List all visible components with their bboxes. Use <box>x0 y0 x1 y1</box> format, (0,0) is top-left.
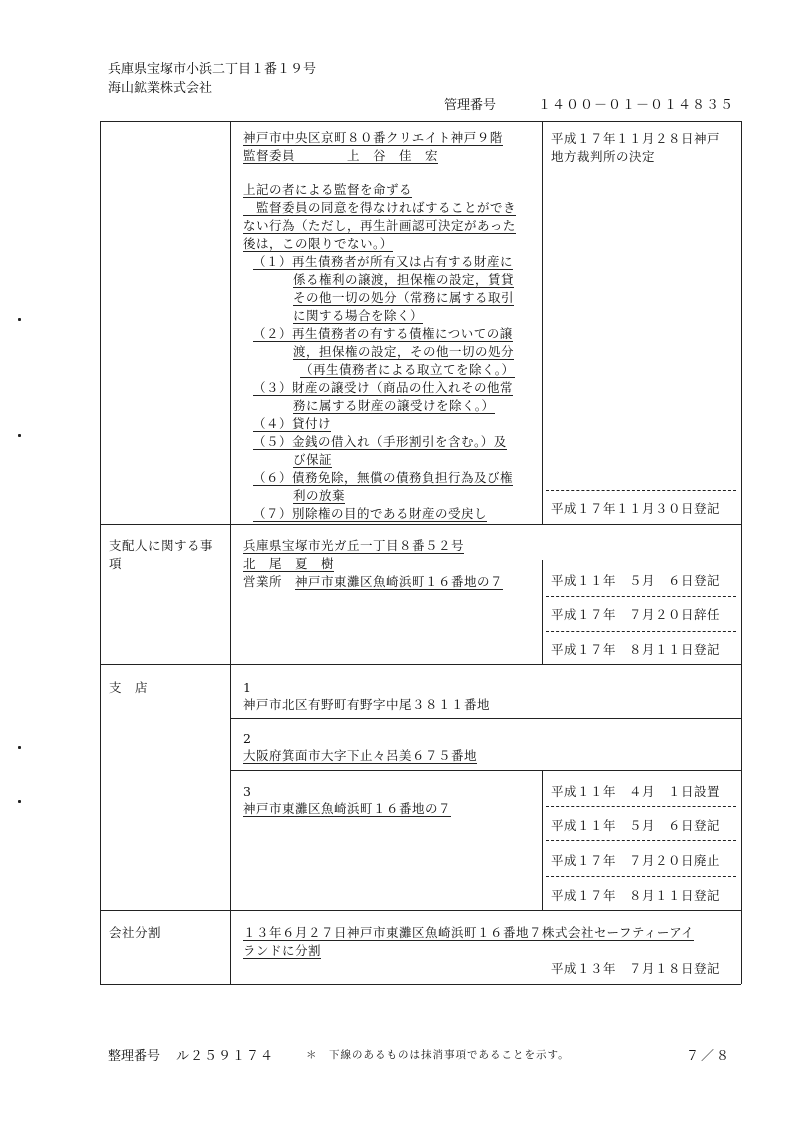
section1-line <box>243 129 503 147</box>
dashed-separator <box>546 490 736 491</box>
section1-text: に関する場合を除く） <box>293 308 424 323</box>
table-bottom-border <box>100 984 741 985</box>
mgmt-number-label: 管理番号 <box>444 98 497 113</box>
section1-line <box>253 325 513 343</box>
section1-text: 後は，この限りでない。） <box>243 236 393 251</box>
section1-line <box>253 469 513 487</box>
branch-address-line <box>243 747 477 765</box>
court-decision-line1: 平成１７年１１月２８日神戸 <box>551 131 721 146</box>
section1-line <box>243 181 412 199</box>
section1-text: （５）金銭の借入れ（手形割引を含む。）及 <box>253 434 507 449</box>
section1-text: （７）別除権の目的である財産の受戻し <box>253 506 488 521</box>
split-label: 会社分割 <box>109 925 162 940</box>
section1-line <box>293 397 495 415</box>
split-text: １３年６月２７日神戸市東灘区魚崎浜町１６番地７株式会社セーフティーアイ <box>243 925 695 940</box>
branch-date: 平成１７年 ７月２０日廃止 <box>551 853 721 868</box>
section1-text: 監督委員の同意を得なければすることができ <box>243 200 517 215</box>
branch-address-line <box>243 800 451 818</box>
manager-date: 平成１７年 ７月２０日辞任 <box>551 607 721 622</box>
section1-line <box>293 487 345 505</box>
section1-line <box>300 361 515 379</box>
section1-text: （３）財産の譲受け（商品の仕入れその他常 <box>253 380 514 395</box>
column-divider <box>230 121 231 984</box>
dashed-separator <box>546 876 736 877</box>
dashed-separator <box>546 596 736 597</box>
court-decision-line2: 地方裁判所の決定 <box>551 149 656 164</box>
section1-line <box>293 451 332 469</box>
section1-text: 務に属する財産の譲受けを除く。） <box>293 398 495 413</box>
row-divider <box>100 524 741 525</box>
manager-name: 北 尾 夏 樹 <box>243 556 335 571</box>
dashed-separator <box>546 631 736 632</box>
row-divider <box>100 910 741 911</box>
section1-text: 利の放棄 <box>293 488 346 503</box>
office-address: 神戸市東灘区魚崎浜町１６番地の７ <box>295 574 504 589</box>
column-divider <box>542 560 543 664</box>
section1-text: 神戸市中央区京町８０番クリエイト神戸９階 <box>243 130 503 145</box>
section1-line <box>253 253 513 271</box>
section1-text: （６）債務免除，無償の債務負担行為及び権 <box>253 470 514 485</box>
manager-address-line <box>243 537 464 555</box>
section1-text: 監督委員 上 谷 佳 宏 <box>243 148 439 163</box>
table-right-border <box>741 121 742 984</box>
manager-name-line <box>243 555 334 573</box>
scan-speck <box>18 800 21 803</box>
dashed-separator <box>546 806 736 807</box>
branch-number: 1 <box>243 680 252 695</box>
company-name: 海山鉱業株式会社 <box>108 81 213 96</box>
mgmt-number: １４００－０１－０１４８３５ <box>538 98 735 113</box>
branch-date: 平成１７年 ８月１１日登記 <box>551 888 721 903</box>
section1-text: （４）貸付け <box>253 416 332 431</box>
section1-line <box>293 289 514 307</box>
column-divider <box>542 121 543 524</box>
table-top-border <box>100 121 741 122</box>
table-left-border <box>100 121 101 984</box>
section1-line <box>293 307 423 325</box>
scan-speck <box>18 434 21 437</box>
section1-line <box>243 147 438 165</box>
section1-text: 渡，担保権の設定，その他一切の処分 <box>293 344 515 359</box>
branch-address: 神戸市北区有野町有野字中尾３８１１番地 <box>243 697 491 712</box>
scan-speck <box>18 318 21 321</box>
section1-text: ない行為（ただし，再生計画認可決定があった <box>243 218 516 233</box>
section1-text: 上記の者による監督を命ずる <box>243 182 413 197</box>
manager-date: 平成１１年 ５月 ６日登記 <box>551 573 721 588</box>
branch-date: 平成１１年 ５月 ６日登記 <box>551 818 721 833</box>
column-divider <box>542 770 543 910</box>
branch-label: 支 店 <box>109 680 149 695</box>
branch-address: 大阪府箕面市大字下止々呂美６７５番地 <box>243 748 478 763</box>
section1-line <box>253 379 513 397</box>
section1-text: （１）再生債務者が所有又は占有する財産に <box>253 254 514 269</box>
underline-note: ＊ 下線のあるものは抹消事項であることを示す。 <box>306 1049 570 1061</box>
split-line <box>243 942 321 960</box>
section1-text: その他一切の処分（常務に属する取引 <box>293 290 515 305</box>
section1-line <box>293 271 514 289</box>
section1-text: （２）再生債務者の有する債権についての譲 <box>253 326 513 341</box>
split-registration: 平成１３年 ７月１８日登記 <box>551 961 721 976</box>
registration-date: 平成１７年１１月３０日登記 <box>551 501 721 516</box>
section1-line <box>253 415 331 433</box>
office-label: 営業所 <box>243 574 283 589</box>
manager-address: 兵庫県宝塚市光ガ丘一丁目８番５２号 <box>243 538 465 553</box>
section1-text: 係る権利の譲渡，担保権の設定，賃貸 <box>293 272 515 287</box>
ref-number: ル２５９１７４ <box>176 1049 275 1064</box>
branch-date: 平成１１年 ４月 １日設置 <box>551 784 721 799</box>
section1-line <box>243 235 393 253</box>
split-text: ランドに分割 <box>243 943 322 958</box>
branch-divider <box>230 770 741 771</box>
section1-text: び保証 <box>293 452 333 467</box>
row-divider <box>100 664 741 665</box>
branch-number: 2 <box>243 731 252 746</box>
company-address: 兵庫県宝塚市小浜二丁目１番１９号 <box>108 62 317 77</box>
branch-address: 神戸市東灘区魚崎浜町１６番地の７ <box>243 801 452 816</box>
manager-office-line <box>243 573 503 591</box>
scan-speck <box>18 746 21 749</box>
split-line <box>243 924 694 942</box>
section1-line <box>243 199 516 217</box>
manager-label: 支配人に関する事 <box>109 538 214 553</box>
ref-label: 整理番号 <box>108 1049 161 1064</box>
section1-line <box>253 433 507 451</box>
section1-line <box>253 505 487 523</box>
section1-line <box>293 343 514 361</box>
branch-number: 3 <box>243 784 252 799</box>
section1-text: （再生債務者による取立てを除く。） <box>300 362 515 377</box>
dashed-separator <box>546 840 736 841</box>
manager-date: 平成１７年 ８月１１日登記 <box>551 642 721 657</box>
branch-divider <box>230 718 741 719</box>
manager-label-cont: 項 <box>109 556 123 571</box>
section1-line <box>243 217 516 235</box>
page-number: ７／８ <box>686 1049 732 1064</box>
